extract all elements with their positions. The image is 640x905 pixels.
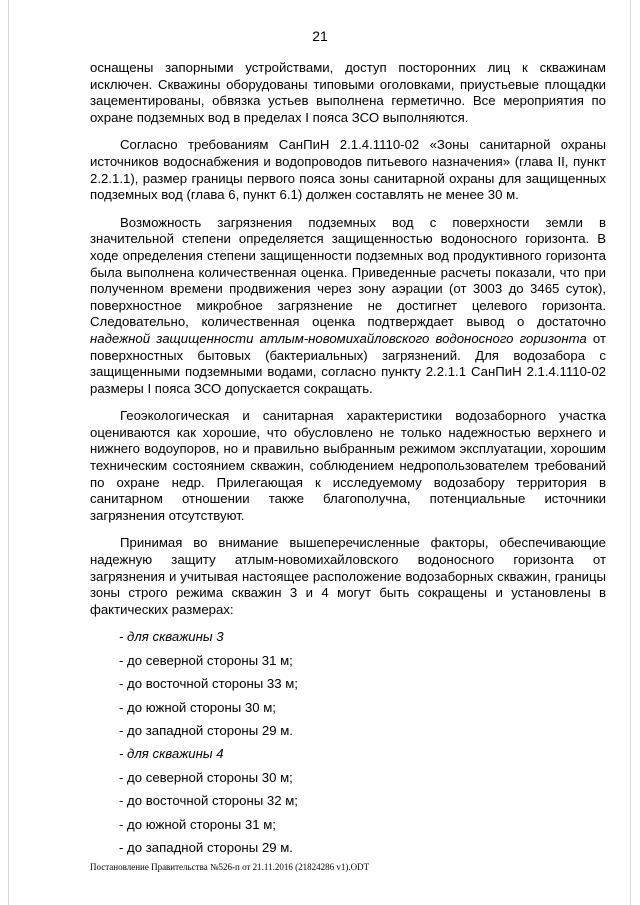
list-item: - до северной стороны 30 м; [119, 769, 293, 785]
list-item: - до западной стороны 29 м. [119, 839, 293, 855]
paragraph-groundwater-protection [90, 215, 606, 398]
paragraph-conclusion: Принимая во внимание вышеперечисленные факторы, обеспечивающие надежную защиту атлым-новомихайловского водоносного горизонта от загрязнения и учитывая настоящее расположение водозаборных скважин, границы зоны строго режима скважин 3 и 4 могут быть сокращены и установлены в фактических размерах: [90, 535, 606, 617]
paragraph-continuation: оснащены запорными устройствами, доступ посторонних лиц к скважинам исключен. Скважины оборудованы типовыми оголовками, приустьевые площадки зацементированы, обвязка устьев выполнена герметично. Все мероприятия по охране подземных вод в пределах I пояса ЗСО выполняются. [90, 60, 606, 125]
paragraph-text: Возможность загрязнения подземных вод с поверхности земли в значительной степени определяется защищенностью водоносного горизонта. В ходе определения степени защищенности подземных вод продуктивного горизонта была выполнена количественная оценка. Приведенные расчеты показали, что при полученном времени продвижения через зону аэрации (от 3003 до 3465 суток), поверхностное микробное загрязнение не достигнет целевого горизонта. Следовательно, количественная оценка подтверждает вывод о достаточно [90, 214, 606, 330]
list-item: - до северной стороны 31 м; [119, 652, 293, 668]
paragraph-text: от поверхностных бытовых (бактериальных) загрязнений. Для водозабора с защищенными подземными водами, согласно пункту 2.2.1.1 СанПиН 2.1.4.1110-02 размеры I пояса ЗСО допускается сокращать. [90, 330, 607, 396]
list-heading-well-4: - для скважины 4 [119, 746, 224, 762]
list-item: - до восточной стороны 32 м; [119, 793, 298, 809]
zone-boundaries-list [90, 629, 606, 863]
page-number: 21 [312, 28, 328, 44]
scan-edge-right [630, 0, 631, 905]
paragraph-geoecology: Геоэкологическая и санитарная характеристики водозаборного участка оцениваются как хорошие, что обусловлено не только надежностью верхнего и нижнего водоупоров, но и правильно выбранным режимом эксплуатации, хорошим техническим состоянием скважин, соблюдением недропользователем требований по охране недр. Прилегающая к исследуемому водозабору территория в санитарном отношении также благополучна, потенциальные источники загрязнения отсутствуют. [90, 408, 606, 523]
scan-edge-left [8, 0, 9, 905]
document-body [90, 60, 606, 863]
list-heading-well-3: - для скважины 3 [119, 629, 224, 645]
document-footer: Постановление Правительства №526-п от 21.11.2016 (21824286 v1).ODT [90, 862, 370, 872]
list-item: - до восточной стороны 33 м; [119, 676, 298, 692]
list-item: - до западной стороны 29 м. [119, 722, 293, 738]
italic-emphasis: надежной защищенности атлым-новомихайловского водоносного горизонта [90, 330, 587, 346]
paragraph-sanpin-requirements: Согласно требованиям СанПиН 2.1.4.1110-02 «Зоны санитарной охраны источников водоснабжения и водопроводов питьевого назначения» (глава II, пункт 2.2.1.1), размер границы первого пояса зоны санитарной охраны для защищенных подземных вод (глава 6, пункт 6.1) должен составлять не менее 30 м. [90, 137, 606, 203]
list-item: - до южной стороны 30 м; [119, 699, 276, 715]
list-item: - до южной стороны 31 м; [119, 816, 276, 832]
